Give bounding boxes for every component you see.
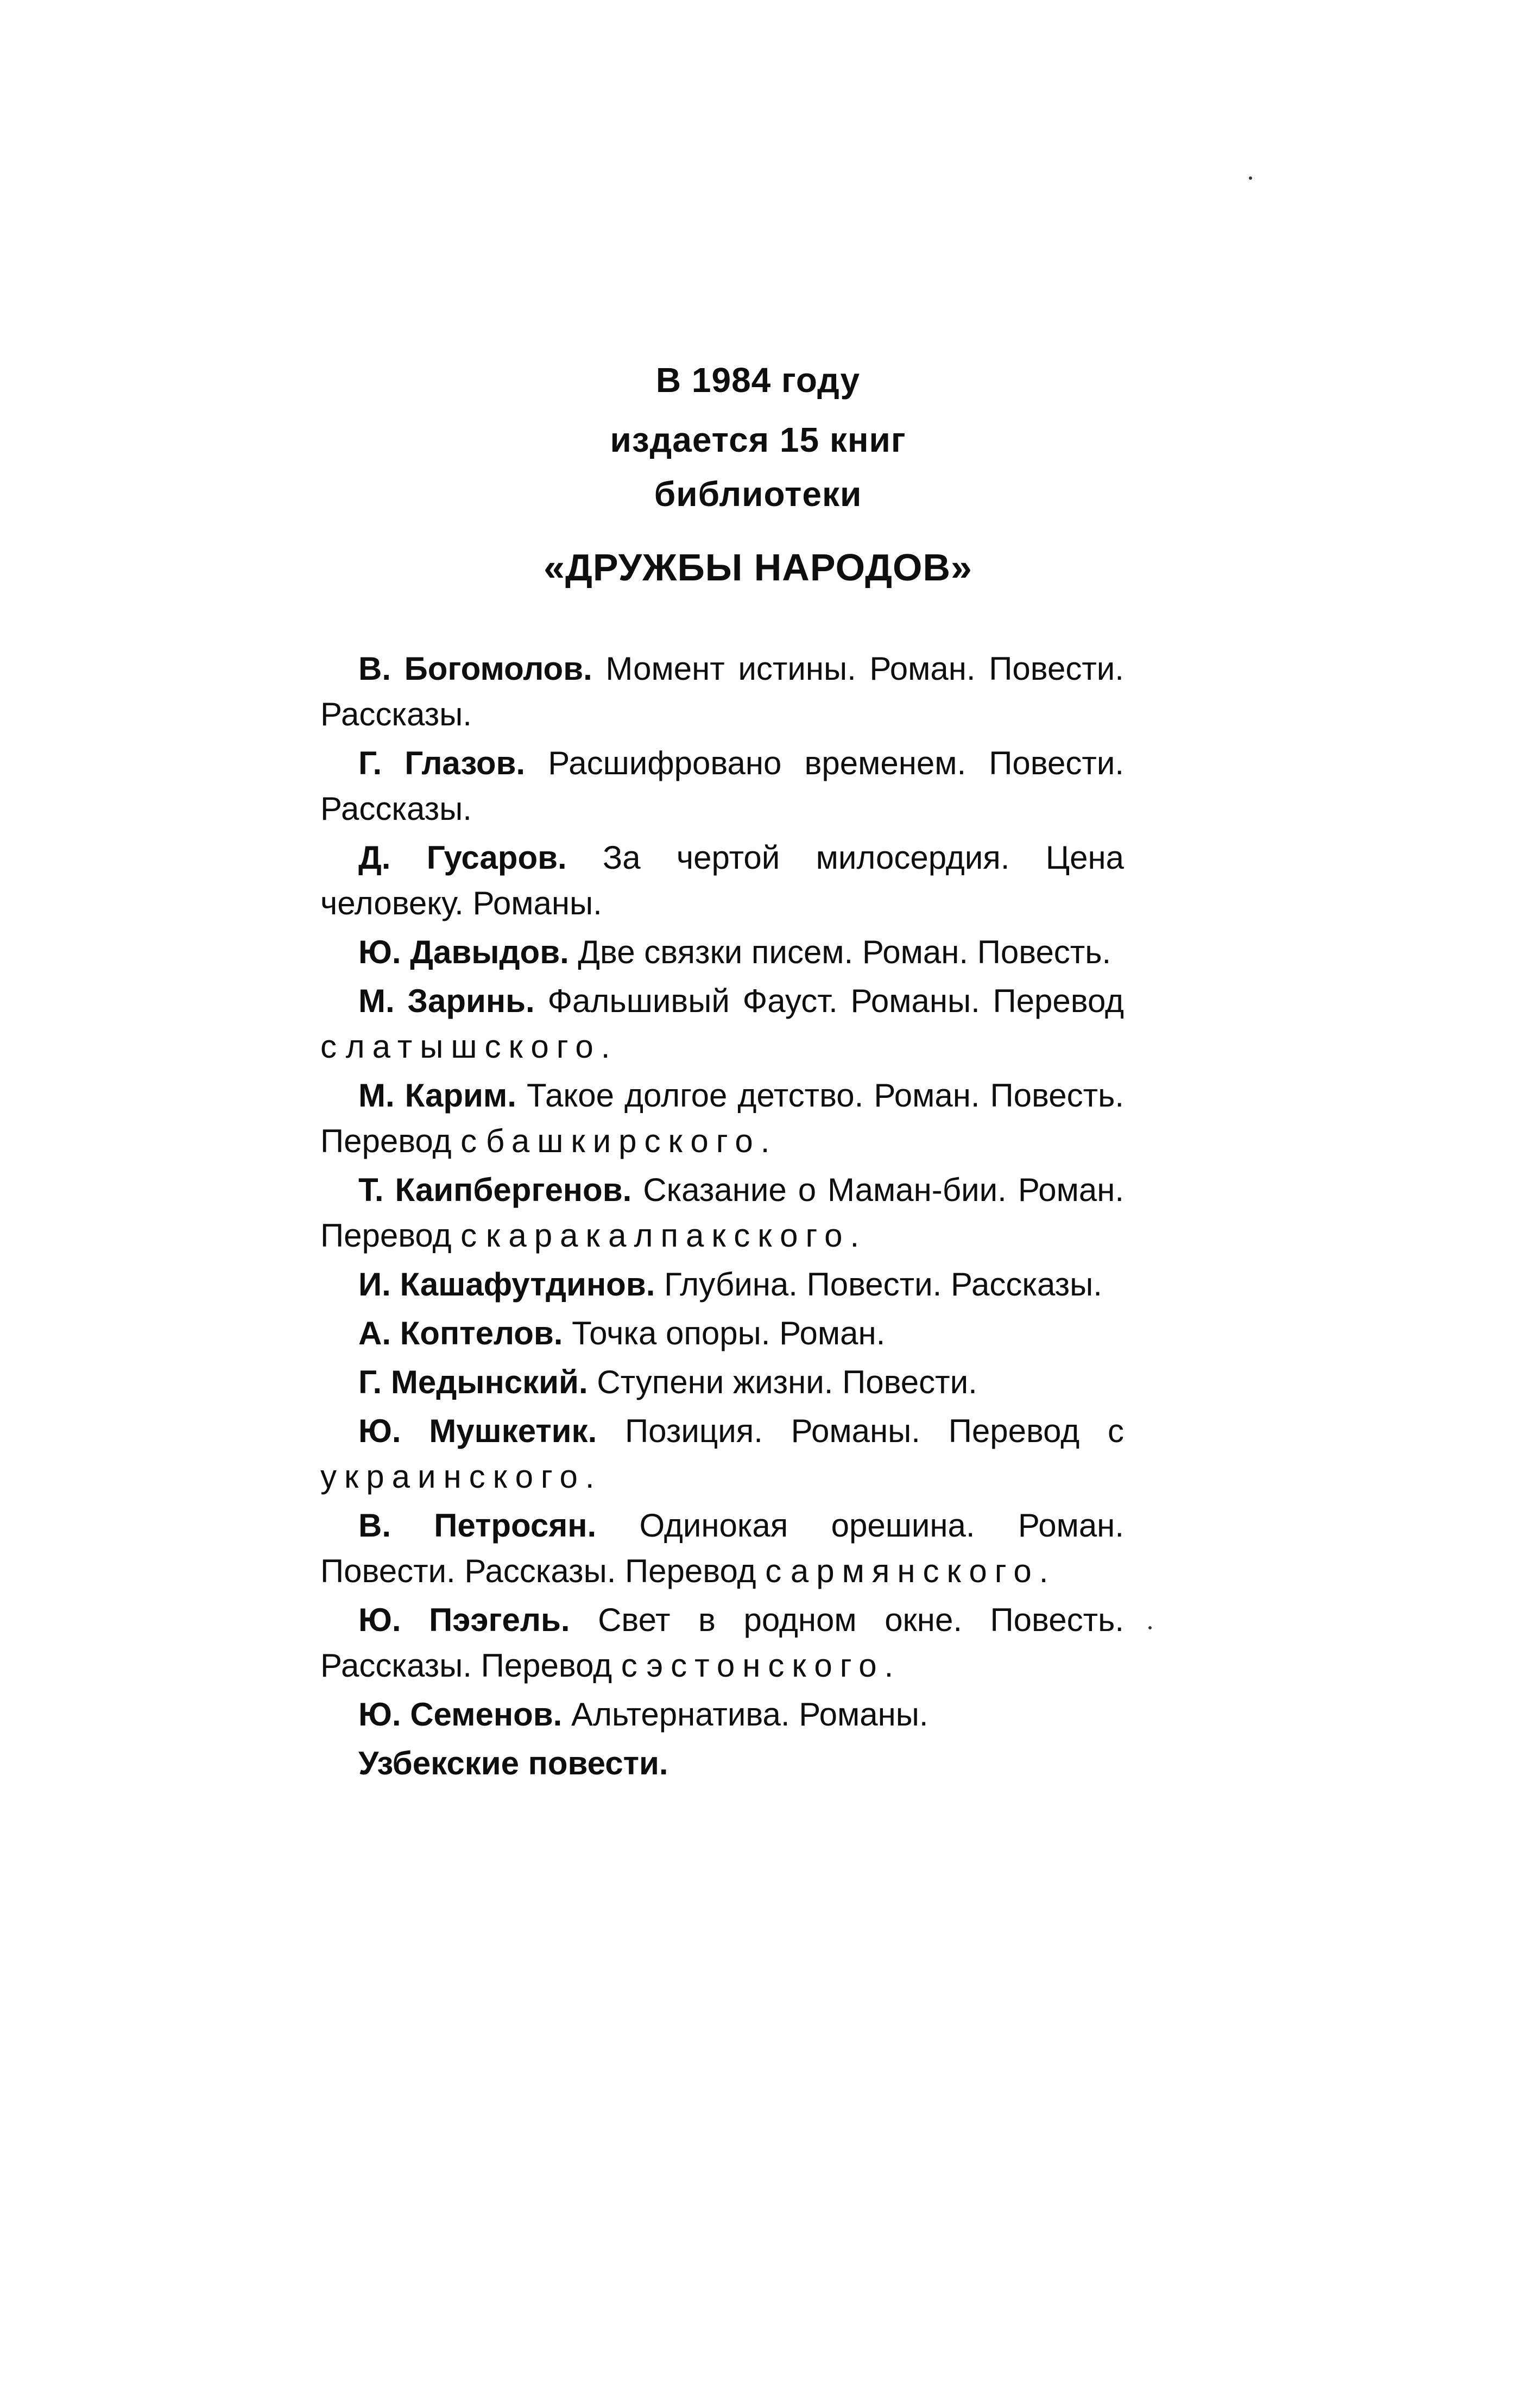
series-title: «ДРУЖБЫ НАРОДОВ» [544, 546, 972, 589]
book-entry [320, 1741, 1124, 1786]
scan-speck [1249, 176, 1252, 180]
translation-language: башкирского. [485, 1123, 778, 1159]
book-title: Ступени жизни. Повести. [597, 1364, 977, 1400]
book-author: Г. Медынский. [358, 1364, 588, 1400]
book-title: Одинокая орешина. Роман. Повести. Рассказы. Перевод с [320, 1507, 1124, 1589]
book-title: Сказание о Маман-бии. Роман. Перевод с [320, 1172, 1124, 1254]
book-title: Такое долгое детство. Роман. Повесть. Перевод с [320, 1077, 1125, 1159]
book-entry [320, 1073, 1124, 1164]
book-author: Д. Гусаров. [358, 839, 567, 876]
book-author: И. Кашафутдинов. [358, 1266, 655, 1303]
book-entry [320, 930, 1124, 975]
book-author: Ю. Мушкетик. [358, 1413, 597, 1449]
book-entry [320, 1360, 1124, 1405]
book-title: Глубина. Повести. Рассказы. [664, 1266, 1102, 1303]
book-author: М. Заринь. [358, 983, 535, 1019]
book-author: В. Петросян. [358, 1507, 597, 1544]
book-entry [320, 1262, 1124, 1307]
heading-year-line: В 1984 году [655, 361, 861, 400]
book-author: Узбекские повести. [358, 1745, 668, 1781]
book-title: Фальшивый Фауст. Романы. Перевод с [320, 983, 1125, 1065]
book-entry [320, 741, 1124, 832]
book-entry [320, 1311, 1124, 1356]
book-author: Ю. Давыдов. [358, 934, 569, 970]
book-author: Т. Каипбергенов. [358, 1172, 632, 1208]
book-author: Ю. Пээгель. [358, 1602, 570, 1638]
book-title: Свет в родном окне. Повесть. Рассказы. Перевод с [320, 1602, 1125, 1684]
scan-speck [1148, 1626, 1152, 1629]
book-entry [320, 646, 1124, 737]
book-title: Две связки писем. Роман. Повесть. [578, 934, 1111, 970]
book-title: Альтернатива. Романы. [571, 1696, 928, 1733]
book-author: М. Карим. [358, 1077, 516, 1114]
book-author: Ю. Семенов. [358, 1696, 563, 1733]
heading-count-line: издается 15 книг [610, 420, 906, 459]
translation-language: эстонского. [646, 1647, 901, 1684]
book-author: А. Коптелов. [358, 1315, 563, 1351]
book-entry [320, 1597, 1124, 1689]
book-entry [320, 978, 1124, 1070]
book-title: Точка опоры. Роман. [572, 1315, 886, 1351]
book-author: В. Богомолов. [358, 650, 592, 687]
book-title: Расшифровано временем. Повести. Рассказы. [320, 745, 1125, 827]
translation-language: украинского. [320, 1458, 602, 1495]
book-title: Позиция. Романы. Перевод с [625, 1413, 1124, 1449]
book-title: Момент истины. Роман. Повести. Рассказы. [320, 650, 1124, 732]
book-entry [320, 1503, 1124, 1594]
translation-language: каракалпакского. [485, 1217, 867, 1254]
translation-language: латышского. [345, 1028, 618, 1065]
book-entry [320, 835, 1124, 926]
book-title: За чертой милосердия. Цена человеку. Романы. [320, 839, 1124, 921]
book-entry [320, 1408, 1124, 1500]
book-entry [320, 1167, 1124, 1259]
book-author: Г. Глазов. [358, 745, 526, 781]
book-entry [320, 1692, 1124, 1737]
heading-library-line: библиотеки [654, 475, 862, 514]
book-list [320, 646, 1124, 1786]
translation-language: армянского. [790, 1553, 1056, 1589]
